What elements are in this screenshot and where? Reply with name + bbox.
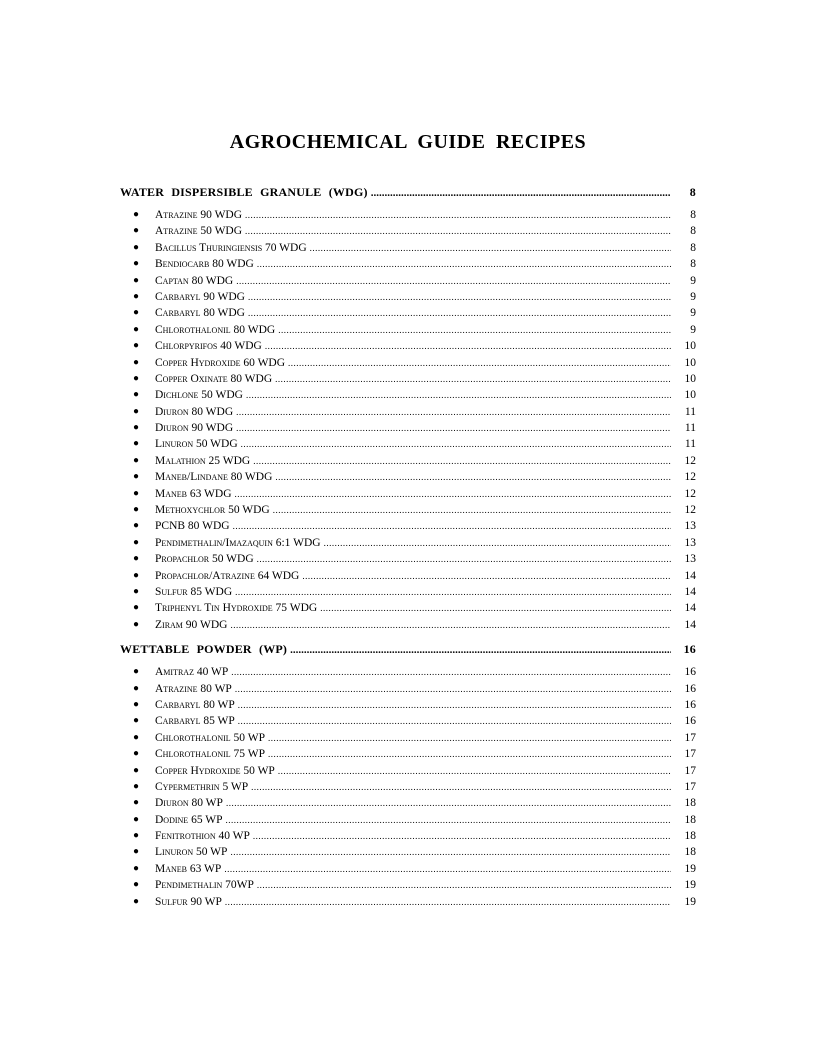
bullet-icon: ●: [133, 290, 140, 302]
toc-entry[interactable]: [120, 894, 696, 910]
entry-label: [155, 617, 227, 633]
toc-entry[interactable]: [120, 404, 696, 420]
entry-page-number: 13: [684, 536, 696, 549]
toc-entry[interactable]: [120, 763, 696, 779]
entry-page-number: 8: [690, 258, 696, 271]
chemical-name: Atrazine: [155, 225, 198, 238]
toc-entry[interactable]: [120, 289, 696, 305]
toc-entry[interactable]: [120, 584, 696, 600]
chemical-name: Copper Hydroxide: [155, 764, 241, 777]
dot-leader: [236, 420, 671, 436]
entry-page-number: 9: [690, 290, 696, 303]
formulation: 50 WDG: [201, 389, 243, 402]
entry-label: [155, 861, 221, 877]
formulation: 70WP: [225, 879, 254, 892]
dot-leader: [275, 469, 671, 485]
dot-leader: [245, 223, 671, 239]
formulation: 80 WDG: [187, 520, 230, 533]
entry-label: [155, 240, 307, 256]
dot-leader: [236, 273, 671, 289]
chemical-name: Chlorothalonil: [155, 748, 231, 761]
toc-entry[interactable]: [120, 371, 696, 387]
chemical-name: Linuron: [155, 438, 194, 451]
entry-page-number: 12: [684, 487, 696, 500]
formulation: 90 WDG: [200, 209, 243, 221]
table-of-contents: [120, 182, 696, 910]
bullet-icon: ●: [133, 225, 140, 237]
bullet-icon: ●: [133, 666, 140, 678]
toc-entry[interactable]: [120, 273, 696, 289]
entry-label: [155, 486, 232, 502]
chemical-name: Dichlone: [155, 389, 199, 402]
bullet-icon: ●: [133, 797, 140, 809]
entry-page-number: 9: [690, 323, 696, 336]
bullet-icon: ●: [133, 520, 140, 532]
bullet-icon: ●: [133, 553, 140, 565]
entry-label: [155, 273, 233, 289]
formulation: 70 WDG: [265, 241, 307, 254]
formulation: 80 WDG: [230, 471, 273, 484]
entry-page-number: 18: [684, 830, 696, 843]
chemical-name: Diuron: [155, 797, 189, 810]
dot-leader: [273, 502, 671, 518]
formulation: 50 WDG: [196, 438, 238, 451]
bullet-icon: ●: [133, 618, 140, 630]
formulation: 63 WP: [189, 862, 222, 875]
entry-label: [155, 568, 299, 584]
formulation: 75 WDG: [275, 602, 318, 615]
entry-label: [155, 746, 265, 762]
chemical-name: Maneb: [155, 862, 188, 875]
bullet-icon: ●: [133, 780, 140, 792]
section-page-number: 16: [683, 642, 696, 657]
formulation: 85 WDG: [190, 585, 233, 598]
entry-label: [155, 763, 275, 779]
entry-page-number: 12: [684, 471, 696, 484]
toc-entry[interactable]: [120, 453, 696, 469]
bullet-icon: ●: [133, 274, 140, 286]
chemical-name: Propachlor/Atrazine: [155, 569, 255, 582]
toc-entry[interactable]: [120, 207, 696, 223]
formulation: 85 WP: [203, 715, 235, 728]
toc-entry[interactable]: [120, 617, 696, 633]
bullet-icon: ●: [133, 569, 140, 581]
formulation: 50 WDG: [200, 225, 243, 238]
dot-leader: [238, 697, 671, 713]
dot-leader: [235, 681, 671, 697]
entry-label: [155, 305, 245, 321]
formulation: 90 WP: [190, 895, 222, 908]
toc-entry[interactable]: [120, 256, 696, 272]
entry-page-number: 13: [684, 553, 696, 566]
dot-leader: [230, 617, 671, 633]
chemical-name: Copper Hydroxide: [155, 356, 241, 369]
toc-entry[interactable]: [120, 812, 696, 828]
toc-entry[interactable]: [120, 568, 696, 584]
dot-leader: [265, 338, 671, 354]
formulation: 90 WDG: [203, 290, 245, 303]
toc-entry[interactable]: [120, 681, 696, 697]
page-title: AGROCHEMICAL GUIDE RECIPES: [229, 131, 587, 153]
bullet-icon: ●: [133, 585, 140, 597]
dot-leader: [235, 584, 671, 600]
entry-label: [155, 551, 254, 567]
toc-entry[interactable]: [120, 730, 696, 746]
toc-entry[interactable]: [120, 828, 696, 844]
chemical-name: Methoxychlor: [155, 504, 226, 517]
dot-leader: [235, 486, 671, 502]
chemical-name: Fenitrothion: [155, 830, 216, 843]
chemical-name: Pendimethalin/Imazaquin: [155, 536, 273, 549]
dot-leader: [278, 322, 671, 338]
entry-label: [155, 664, 228, 680]
entry-page-number: 18: [684, 813, 696, 826]
entry-label: [155, 436, 238, 452]
bullet-icon: ●: [133, 258, 140, 270]
entry-page-number: 19: [684, 862, 696, 875]
chemical-name: Carbaryl: [155, 290, 201, 303]
dot-leader: [253, 828, 671, 844]
chemical-name: Pendimethalin: [155, 879, 223, 892]
dot-leader: [248, 289, 671, 305]
dot-leader: [257, 256, 671, 272]
entry-page-number: 8: [690, 209, 696, 221]
formulation: 90 WDG: [185, 618, 228, 631]
entry-label: [155, 223, 242, 239]
entry-label: [155, 371, 272, 387]
dot-leader: [226, 795, 671, 811]
formulation: 40 WDG: [220, 340, 262, 353]
chemical-name: Malathion: [155, 454, 206, 467]
entry-page-number: 9: [690, 307, 696, 320]
toc-entry[interactable]: [120, 420, 696, 436]
toc-entry[interactable]: [120, 469, 696, 485]
toc-entry[interactable]: [120, 436, 696, 452]
entry-page-number: 11: [684, 405, 696, 418]
chemical-name: Linuron: [155, 846, 194, 859]
entry-label: [155, 518, 230, 534]
entry-page-number: 14: [684, 569, 696, 582]
entry-page-number: 16: [684, 698, 696, 711]
entry-label: [155, 894, 222, 910]
formulation: 80 WP: [203, 698, 235, 711]
entry-page-number: 8: [690, 225, 696, 238]
entry-label: [155, 404, 233, 420]
formulation: 80 WDG: [191, 405, 234, 418]
entry-page-number: 8: [690, 241, 696, 254]
toc-entry[interactable]: [120, 322, 696, 338]
entry-label: [155, 844, 227, 860]
bullet-icon: ●: [133, 895, 140, 907]
formulation: 80 WDG: [191, 274, 234, 287]
bullet-icon: ●: [133, 813, 140, 825]
entry-label: [155, 697, 235, 713]
bullet-icon: ●: [133, 846, 140, 858]
dot-leader: [257, 551, 671, 567]
entry-label: [155, 877, 254, 893]
bullet-icon: ●: [133, 471, 140, 483]
bullet-icon: ●: [133, 504, 140, 516]
entry-page-number: 13: [684, 520, 696, 533]
toc-entry[interactable]: [120, 486, 696, 502]
entry-label: [155, 535, 321, 551]
bullet-icon: ●: [133, 698, 140, 710]
dot-leader: [224, 861, 671, 877]
chemical-name: Sulfur: [155, 585, 188, 598]
toc-entry[interactable]: [120, 223, 696, 239]
dot-leader: [302, 568, 671, 584]
entry-page-number: 10: [684, 389, 696, 402]
entry-label: [155, 420, 233, 436]
toc-entry[interactable]: [120, 795, 696, 811]
toc-entry[interactable]: [120, 779, 696, 795]
entry-label: [155, 713, 235, 729]
toc-entry[interactable]: [120, 338, 696, 354]
dot-leader: [320, 600, 671, 616]
toc-entry[interactable]: [120, 551, 696, 567]
entry-label: [155, 338, 262, 354]
entry-label: [155, 469, 272, 485]
dot-leader: [288, 355, 671, 371]
entry-label: [155, 779, 248, 795]
formulation: 50 WDG: [212, 553, 254, 566]
chemical-name: Bendiocarb: [155, 258, 210, 271]
chemical-name: Carbaryl: [155, 698, 201, 711]
chemical-name: Captan: [155, 274, 189, 287]
toc-entry[interactable]: [120, 305, 696, 321]
entry-label: [155, 289, 245, 305]
entry-label: [155, 600, 317, 616]
toc-section-heading[interactable]: [120, 639, 696, 662]
entry-label: [155, 812, 223, 828]
toc-entry[interactable]: [120, 502, 696, 518]
formulation: 40 WP: [218, 830, 250, 843]
formulation: 75 WP: [233, 748, 265, 761]
formulation: 80 WDG: [203, 307, 245, 320]
formulation: 80 WP: [200, 682, 232, 695]
chemical-name: Atrazine: [155, 682, 198, 695]
entry-label: [155, 355, 285, 371]
dot-leader: [245, 207, 671, 223]
chemical-name: Carbaryl: [155, 715, 201, 728]
entry-label: [155, 387, 243, 403]
formulation: 5 WP: [222, 780, 249, 793]
bullet-icon: ●: [133, 241, 140, 253]
toc-entry[interactable]: [120, 518, 696, 534]
formulation: 60 WDG: [243, 356, 286, 369]
dot-leader: [257, 877, 671, 893]
formulation: 80 WP: [191, 797, 223, 810]
dot-leader: [238, 713, 671, 729]
chemical-name: Ziram: [155, 618, 183, 631]
dot-leader: [253, 453, 671, 469]
bullet-icon: ●: [133, 405, 140, 417]
dot-leader: [246, 387, 671, 403]
entry-page-number: 14: [684, 602, 696, 615]
bullet-icon: ●: [133, 487, 140, 499]
dot-leader: [251, 779, 671, 795]
entry-page-number: 17: [684, 748, 696, 761]
bullet-icon: ●: [133, 602, 140, 614]
entry-page-number: 11: [684, 422, 696, 435]
formulation: 50 WP: [233, 731, 265, 744]
bullet-icon: ●: [133, 862, 140, 874]
bullet-icon: ●: [133, 340, 140, 352]
chemical-name: Sulfur: [155, 895, 188, 908]
toc-entry[interactable]: [120, 535, 696, 551]
formulation: 25 WDG: [208, 454, 251, 467]
entry-page-number: 9: [690, 274, 696, 287]
entry-label: [155, 453, 250, 469]
entry-label: [155, 322, 275, 338]
formulation: 63 WDG: [189, 487, 232, 500]
bullet-icon: ●: [133, 748, 140, 760]
chemical-name: Bacillus Thuringiensis: [155, 241, 263, 254]
toc-entry[interactable]: [120, 355, 696, 371]
bullet-icon: ●: [133, 830, 140, 842]
dot-leader: [310, 240, 671, 256]
entry-label: [155, 502, 270, 518]
chemical-name: Copper Oxinate: [155, 372, 228, 385]
bullet-icon: ●: [133, 372, 140, 384]
toc-entry[interactable]: [120, 387, 696, 403]
dot-leader: [231, 664, 671, 680]
chemical-name: Amitraz: [155, 666, 194, 679]
entry-page-number: 16: [684, 666, 696, 679]
dot-leader: [233, 518, 671, 534]
toc-entry[interactable]: [120, 697, 696, 713]
bullet-icon: ●: [133, 389, 140, 401]
toc-entry[interactable]: [120, 746, 696, 762]
chemical-name: Atrazine: [155, 209, 198, 221]
bullet-icon: ●: [133, 356, 140, 368]
chemical-name: Chlorothalonil: [155, 731, 231, 744]
formulation: 6:1 WDG: [275, 536, 321, 549]
bullet-icon: ●: [133, 438, 140, 450]
chemical-name: Chlorpyrifos: [155, 340, 218, 353]
bullet-icon: ●: [133, 307, 140, 319]
entry-page-number: 14: [684, 585, 696, 598]
section-label: WETTABLE POWDER (WP): [120, 642, 288, 657]
toc-entry[interactable]: [120, 844, 696, 860]
formulation: 40 WP: [196, 666, 229, 679]
dot-leader: [371, 183, 671, 203]
formulation: 64 WDG: [257, 569, 300, 582]
entry-page-number: 12: [684, 504, 696, 517]
toc-entry[interactable]: [120, 664, 696, 680]
entry-label: [155, 828, 250, 844]
bullet-icon: ●: [133, 454, 140, 466]
bullet-icon: ●: [133, 715, 140, 727]
chemical-name: Cypermethrin: [155, 780, 220, 793]
chemical-name: Diuron: [155, 422, 189, 435]
bullet-icon: ●: [133, 764, 140, 776]
chemical-name: PCNB: [155, 520, 186, 533]
entry-page-number: 17: [684, 764, 696, 777]
entry-label: [155, 584, 232, 600]
entry-label: [155, 207, 242, 223]
formulation: 50 WDG: [228, 504, 270, 517]
dot-leader: [225, 894, 671, 910]
chemical-name: Maneb: [155, 487, 188, 500]
entry-page-number: 14: [684, 618, 696, 631]
formulation: 90 WDG: [191, 422, 234, 435]
formulation: 80 WDG: [212, 258, 254, 271]
entry-page-number: 16: [684, 682, 696, 695]
formulation: 80 WDG: [230, 372, 273, 385]
formulation: 80 WDG: [233, 323, 276, 336]
entry-label: [155, 256, 254, 272]
chemical-name: Carbaryl: [155, 307, 201, 320]
dot-leader: [278, 763, 671, 779]
dot-leader: [230, 844, 671, 860]
dot-leader: [268, 746, 671, 762]
bullet-icon: ●: [133, 682, 140, 694]
section-page-number: 8: [689, 185, 696, 199]
entry-page-number: 17: [684, 731, 696, 744]
bullet-icon: ●: [133, 209, 140, 220]
entry-label: [155, 681, 232, 697]
toc-entry[interactable]: [120, 713, 696, 729]
chemical-name: Triphenyl Tin Hydroxide: [155, 602, 273, 615]
dot-leader: [290, 640, 671, 660]
toc-entry[interactable]: [120, 861, 696, 877]
toc-entry[interactable]: [120, 600, 696, 616]
toc-entry[interactable]: [120, 877, 696, 893]
formulation: 50 WP: [243, 764, 275, 777]
toc-entry[interactable]: [120, 240, 696, 256]
toc-section-heading[interactable]: [120, 182, 696, 205]
dot-leader: [248, 305, 671, 321]
entry-page-number: 17: [684, 780, 696, 793]
entry-page-number: 10: [684, 356, 696, 369]
entry-page-number: 12: [684, 454, 696, 467]
chemical-name: Propachlor: [155, 553, 210, 566]
entry-page-number: 10: [684, 340, 696, 353]
dot-leader: [236, 404, 671, 420]
entry-page-number: 19: [684, 895, 696, 908]
dot-leader: [324, 535, 671, 551]
chemical-name: Chlorothalonil: [155, 323, 231, 336]
entry-page-number: 18: [684, 846, 696, 859]
dot-leader: [275, 371, 671, 387]
entry-page-number: 11: [684, 438, 696, 451]
dot-leader: [226, 812, 672, 828]
dot-leader: [268, 730, 671, 746]
entry-page-number: 18: [684, 797, 696, 810]
chemical-name: Maneb/Lindane: [155, 471, 228, 484]
bullet-icon: ●: [133, 536, 140, 548]
entry-label: [155, 795, 223, 811]
bullet-icon: ●: [133, 731, 140, 743]
formulation: 65 WP: [191, 813, 223, 826]
entry-page-number: 19: [684, 879, 696, 892]
entry-page-number: 16: [684, 715, 696, 728]
entry-label: [155, 730, 265, 746]
section-label: WATER DISPERSIBLE GRANULE (WDG): [120, 185, 368, 199]
chemical-name: Diuron: [155, 405, 189, 418]
dot-leader: [241, 436, 671, 452]
formulation: 50 WP: [196, 846, 228, 859]
bullet-icon: ●: [133, 323, 140, 335]
chemical-name: Dodine: [155, 813, 189, 826]
bullet-icon: ●: [133, 422, 140, 434]
entry-page-number: 10: [684, 372, 696, 385]
bullet-icon: ●: [133, 879, 140, 891]
